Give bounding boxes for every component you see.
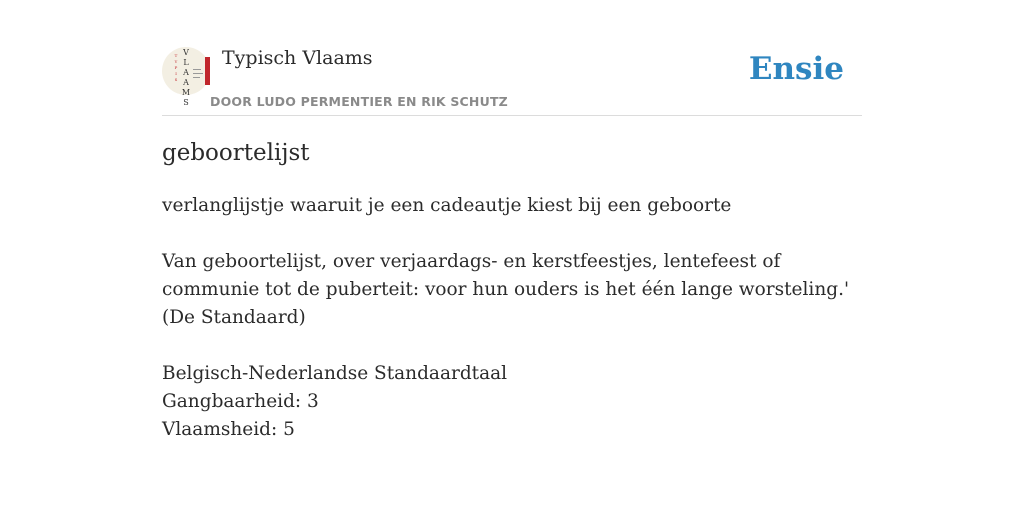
logo-decor-line (193, 77, 200, 78)
source-authors: DOOR LUDO PERMENTIER EN RIK SCHUTZ (210, 94, 508, 109)
spacer (162, 332, 862, 360)
source-header (162, 46, 862, 116)
entry-language-variety: Belgisch-Nederlandse Standaardtaal (162, 363, 508, 384)
entry-vlaamsheid: Vlaamsheid: 5 (162, 419, 295, 440)
entry-example-quote: Van geboortelijst, over verjaardags- en kerstfeestjes, lentefeest of communie tot de puberteit: voor hun ouders is het één lange worsteling.' (162, 251, 850, 300)
source-title[interactable]: Typisch Vlaams (222, 47, 373, 69)
logo-red-band (205, 57, 210, 85)
logo-lettering: V L A A M S (181, 48, 191, 107)
entry-quote-source: (De Standaard) (162, 307, 306, 328)
logo-decor-line (193, 69, 201, 70)
entry-headword: geboortelijst (162, 140, 310, 166)
logo-decor-line (193, 73, 203, 74)
ensie-logo-link[interactable]: Ensie (748, 51, 844, 87)
entry-gangbaarheid: Gangbaarheid: 3 (162, 391, 319, 412)
spacer (162, 220, 862, 248)
entry-body (162, 192, 862, 444)
logo-red-lettering: T Y P I S (174, 53, 178, 82)
book-cover-avatar[interactable] (162, 47, 210, 107)
entry-definition: verlanglijstje waaruit je een cadeautje kiest bij een geboorte (162, 195, 732, 216)
